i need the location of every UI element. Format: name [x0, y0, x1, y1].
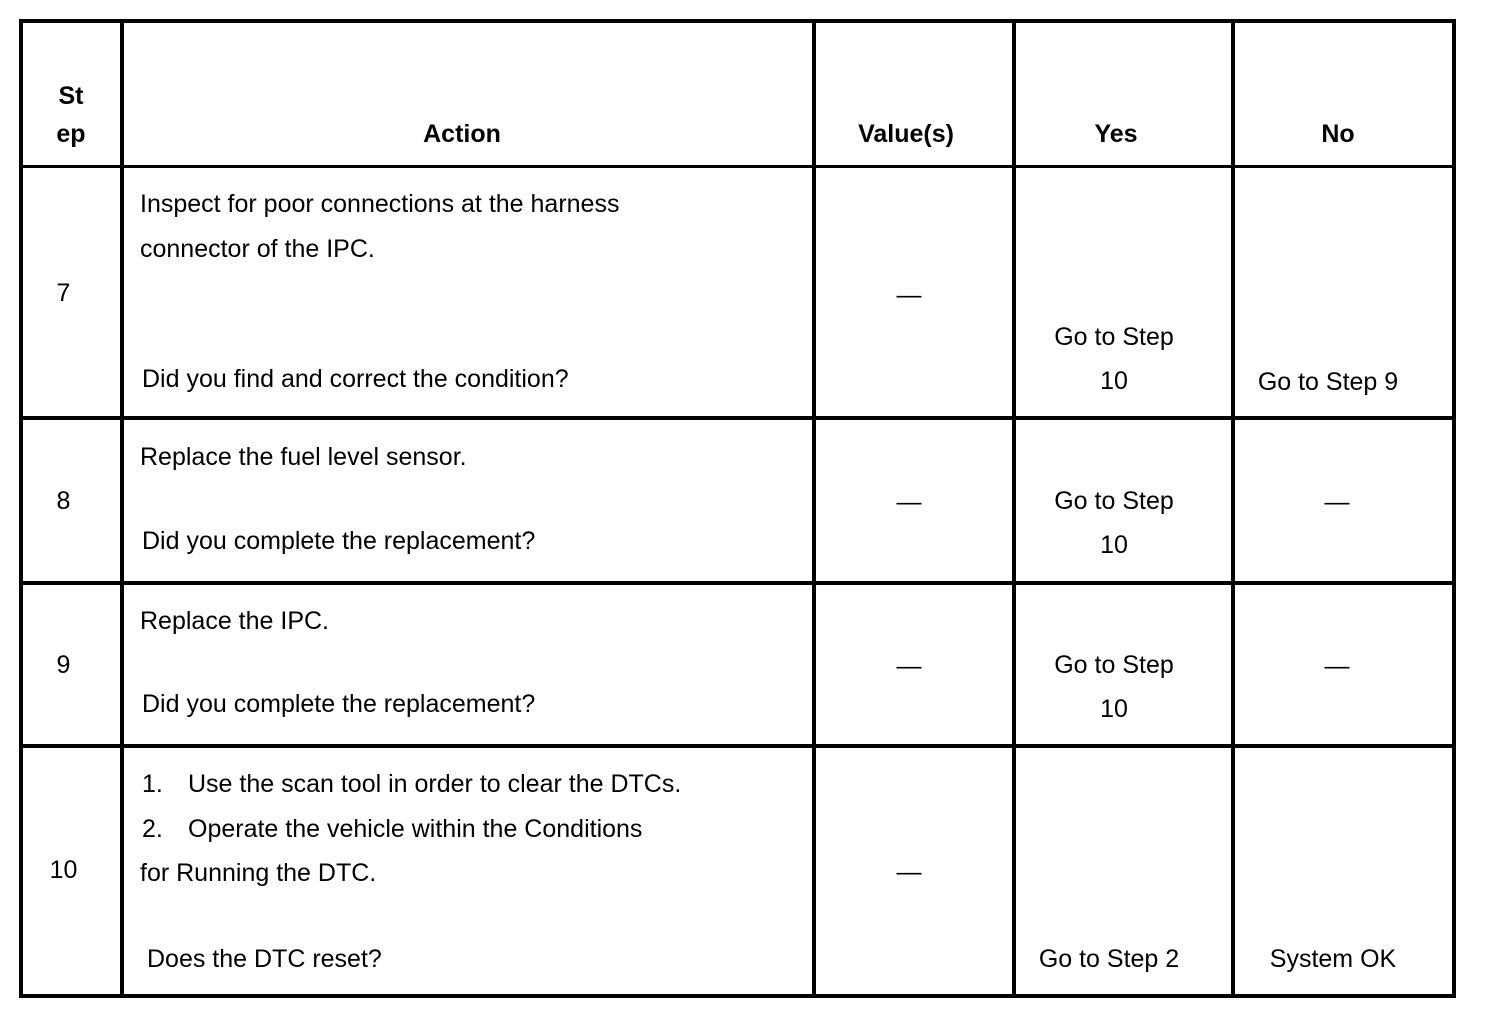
action-question: Does the DTC reset? — [147, 945, 382, 973]
value-dash: — — [896, 488, 922, 516]
step-number: 7 — [56, 279, 71, 307]
list-item-text: for Running the DTC. — [140, 859, 377, 887]
no-dash: — — [1324, 488, 1350, 516]
header-action: Action — [423, 120, 501, 148]
no-dash: — — [1324, 652, 1350, 680]
header-divider — [19, 165, 1456, 168]
no-link: Go to Step 9 — [1257, 368, 1399, 396]
step-number: 8 — [56, 487, 71, 515]
row-divider — [19, 744, 1456, 748]
action-question: Did you complete the replacement? — [142, 527, 536, 555]
header-values: Value(s) — [858, 120, 954, 148]
yes-link: 10 — [1100, 531, 1128, 559]
list-item-text: Use the scan tool in order to clear the DTCs. — [188, 770, 682, 798]
value-dash: — — [896, 281, 922, 309]
row-divider — [19, 581, 1456, 585]
list-item-number: 2. — [142, 815, 163, 843]
step-number: 9 — [56, 651, 71, 679]
list-item-text: Operate the vehicle within the Conditions — [188, 815, 643, 843]
no-status: System OK — [1269, 945, 1397, 973]
action-text: Replace the IPC. — [140, 607, 329, 635]
value-dash: — — [896, 858, 922, 886]
header-step-line1: St — [58, 82, 84, 110]
row-divider — [19, 416, 1456, 420]
action-text: connector of the IPC. — [140, 235, 375, 263]
table-border-right — [1452, 19, 1456, 998]
column-divider — [120, 19, 124, 998]
yes-link: Go to Step — [1054, 651, 1174, 679]
table-border-bottom — [19, 994, 1456, 998]
yes-link: Go to Step 2 — [1038, 945, 1180, 973]
action-text: Replace the fuel level sensor. — [140, 443, 467, 471]
action-question: Did you complete the replacement? — [142, 690, 536, 718]
list-item-number: 1. — [142, 770, 163, 798]
table-border-top — [19, 19, 1456, 23]
step-number: 10 — [49, 856, 78, 884]
header-step-line2: ep — [56, 120, 86, 148]
header-no: No — [1321, 120, 1355, 148]
action-text: Inspect for poor connections at the harness — [140, 190, 620, 218]
yes-link: Go to Step — [1054, 487, 1174, 515]
value-dash: — — [896, 652, 922, 680]
yes-link: 10 — [1100, 695, 1128, 723]
header-yes: Yes — [1094, 120, 1138, 148]
action-question: Did you find and correct the condition? — [142, 365, 569, 393]
yes-link: Go to Step — [1054, 323, 1174, 351]
yes-link: 10 — [1100, 367, 1128, 395]
